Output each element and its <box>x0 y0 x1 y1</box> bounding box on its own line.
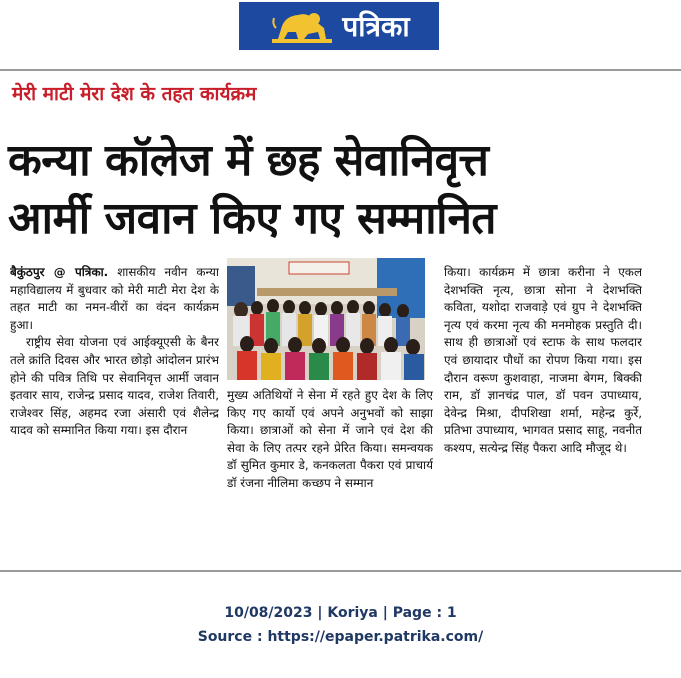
article-column-2 <box>227 387 433 561</box>
lion-emblem-icon <box>268 6 336 46</box>
masthead-title: पत्रिका <box>342 10 410 43</box>
column-3-paragraph: किया। कार्यक्रम में छात्रा करीना ने एकल देशभक्ति नृत्य, छात्रा सोना ने देशभक्ति कविता, यशोदा राजवाड़े एवं ग्रुप ने देशभक्ति नृत्य एवं करमा नृत्य की मनमोहक प्रस्तुति दी। साथ ही छात्राओं एवं स्टाफ के साथ फलदार एवं छायादार पौधों का रोपण किया गया। इस दौरान वरूण कुशवाहा, नाजमा बेगम, बिक्की राम, डॉ ज्ञानचंद्र पाल, डॉ पवन उपाध्याय, देवेन्द्र मिश्रा, दीपशिखा शर्मा, महेन्द्र कुर्रे, प्रतिभा उपाध्याय, भागवत प्रसाद साहू, नवनीत कश्यप, सत्येन्द्र सिंह पैकरा आदि मौजूद थे। <box>444 265 642 455</box>
article-headline <box>8 132 496 248</box>
column-1-paragraph-2: राष्ट्रीय सेवा योजना एवं आईक्यूएसी के बैनर तले क्रांति दिवस और भारत छोड़ो आंदोलन प्रारंभ होने की पवित्र तिथि पर सेवानिवृत्त आर्मी जवान इतवार साय, राजेन्द्र प्रसाद यादव, राजेश तिवारी, राजेश्वर सिंह, अहमद रजा अंसारी एवं शैलेन्द्र यादव को सम्मानित किया गया। इस दौरान <box>10 335 219 438</box>
footer-date-page: 10/08/2023 | Koriya | Page : 1 <box>224 605 457 621</box>
article-kicker: मेरी माटी मेरा देश के तहत कार्यक्रम <box>12 83 257 105</box>
column-1-lead-text: शासकीय नवीन कन्या महाविद्यालय में बुधवार को मेरी माटी मेरा देश के तहत माटी का नमन-वीरों का वंदन कार्यक्रम हुआ। <box>10 265 219 332</box>
dateline: बैकुंठपुर @ पत्रिका. <box>10 265 109 279</box>
bottom-divider <box>0 570 681 572</box>
footer-source: Source : https://epaper.patrika.com/ <box>197 629 484 645</box>
top-divider <box>0 69 681 71</box>
article-column-3 <box>444 264 642 561</box>
group-photo-image <box>227 258 425 380</box>
article-column-1 <box>10 264 219 560</box>
column-2-paragraph: मुख्य अतिथियों ने सेना में रहते हुए देश के लिए किए गए कार्यो एवं अपने अनुभवों को साझा किया। छात्राओं को सेना में जाने एवं देश की सेवा के लिए तत्पर रहने प्रेरित किया। समन्वयक डॉ सुमित कुमार डे, कनकलता पैकरा एवं प्राचार्य डॉ रंजना नीलिमा कच्छप ने सम्मान <box>227 388 433 490</box>
column-1-paragraph-1 <box>10 264 219 334</box>
event-photo <box>227 258 425 380</box>
masthead-logo <box>239 2 439 50</box>
headline-line-1: कन्या कॉलेज में छह सेवानिवृत्त <box>8 135 489 186</box>
headline-line-2: आर्मी जवान किए गए सम्मानित <box>8 193 497 244</box>
